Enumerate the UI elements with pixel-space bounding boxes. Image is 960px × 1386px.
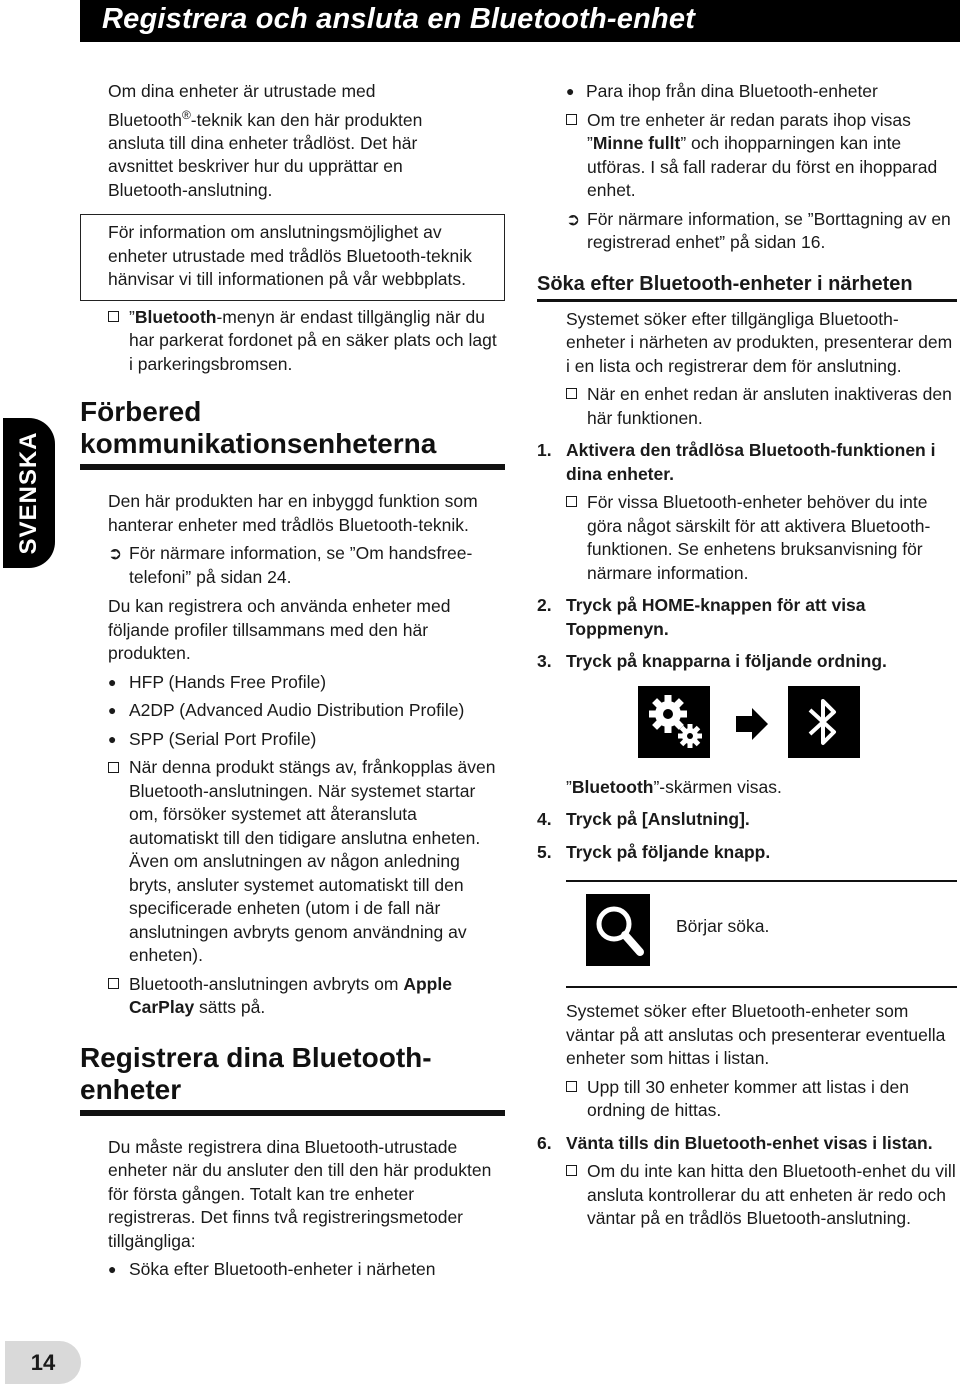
left-column <box>80 80 505 1282</box>
r-paragraph-2: Systemet söker efter Bluetooth-enheter som väntar på att anslutas och presenterar eventuella enheter som hittas i listan. <box>566 1001 946 1068</box>
r-note-1-a: Om tre enheter är redan parats ihop visas ” <box>587 109 911 153</box>
r-bullet-text: Para ihop från dina Bluetooth-enheter <box>586 81 878 101</box>
s1-note-2-bold: Apple CarPlay <box>129 973 452 1018</box>
profile-item <box>80 671 505 695</box>
page-number-tab <box>5 1341 81 1384</box>
profile-label: HFP (Hands Free Profile) <box>129 671 327 692</box>
step-4-text: Tryck på [Anslutning]. <box>566 809 750 829</box>
intro-line-1: Om dina enheter är utrustade med <box>108 81 376 101</box>
s1-reference-text: För närmare information, se ”Om handsfree-telefoni” på sidan 24. <box>129 543 473 587</box>
settings-button[interactable] <box>638 686 710 758</box>
checkbox-icon <box>108 973 119 997</box>
arrow-icon <box>734 706 770 747</box>
search-button-table <box>566 880 957 988</box>
step-2-text: Tryck på HOME-knappen för att visa Toppmenyn. <box>566 595 866 639</box>
r-note-2 <box>537 383 957 430</box>
step-1-text: Aktivera den trådlösa Bluetooth-funktionen i dina enheter. <box>566 440 936 484</box>
info-box-text: För information om anslutningsmöjlighet av enheter utrustade med trådlös Bluetooth-teknik hänvisar vi till informationen på vår webbplats. <box>108 222 472 290</box>
checkbox-icon <box>108 306 119 330</box>
note-bt-prefix: ” <box>129 306 135 327</box>
step-number: 4. <box>537 809 552 829</box>
checkbox-icon <box>566 1160 577 1184</box>
profile-label: A2DP (Advanced Audio Distribution Profile) <box>129 700 465 721</box>
language-label: SVENSKA <box>15 431 42 555</box>
step-6 <box>537 1132 957 1156</box>
intro-line-2-rest: -teknik kan den här produkten <box>190 109 423 130</box>
checkbox-icon <box>566 109 577 133</box>
bullet-icon: ● <box>108 1261 117 1278</box>
screen-shown-text <box>537 776 957 800</box>
registered-mark: ® <box>181 107 191 122</box>
step-number: 2. <box>537 595 552 615</box>
step-number: 5. <box>537 841 552 862</box>
step-3 <box>537 650 957 674</box>
screen-rest: ”-skärmen visas. <box>653 776 782 797</box>
step-4 <box>537 808 957 832</box>
bluetooth-button[interactable] <box>788 686 860 758</box>
subheading-search-nearby: Söka efter Bluetooth-enheter i närheten <box>537 271 957 302</box>
s1-note-1-text: När denna produkt stängs av, frånkopplas även Bluetooth-anslutningen. När systemet startar om, försöker systemet att återansluta automatiskt till den tidigare anslutna enheten. Även om anslutningen av någon anledning bryts, ansluter systemet automatiskt till den specificerade enheten (utom i de fall när anslutningen avbryts genom användning av enheten). <box>129 757 496 966</box>
bullet-icon: ● <box>108 730 117 747</box>
note-bt-text: -menyn är endast tillgänglig när du har parkerat fordonet på en säker plats och lagt i parkeringsbromsen. <box>129 306 497 374</box>
s2-paragraph: Du måste registrera dina Bluetooth-utrustade enheter när du ansluter den till den här produkten för första gången. Totalt kan tre enheter registreras. Det finns två registreringsmetoder tillgängliga: <box>108 1136 492 1251</box>
language-tab <box>3 418 55 568</box>
checkbox-icon <box>566 491 577 515</box>
intro-line-3: ansluta till dina enheter trådlöst. Det här <box>108 132 418 153</box>
s1-note-2 <box>80 973 505 1020</box>
quote-open: ” <box>566 776 572 797</box>
r-note-1-b: ” och ihopparningen kan inte utföras. I så fall raderar du först en ihopparad enhet. <box>587 133 938 200</box>
bullet-icon: ● <box>108 702 117 719</box>
page-number: 14 <box>30 1350 56 1375</box>
r-reference-1 <box>537 208 957 255</box>
step-6-text: Vänta tills din Bluetooth-enhet visas i listan. <box>566 1132 933 1153</box>
arrow-right-icon: ➲ <box>108 544 123 564</box>
search-button[interactable] <box>586 894 650 966</box>
bullet-icon: ● <box>566 83 575 99</box>
step-number: 6. <box>537 1132 552 1153</box>
r-note-3-text: Upp till 30 enheter kommer att listas i den ordning de hittas. <box>587 1076 909 1120</box>
r-paragraph-1: Systemet söker efter tillgängliga Bluetooth-enheter i närheten av produkten, presenterar dem i en lista och registrerar dem för anslutning. <box>566 308 953 376</box>
profile-label: SPP (Serial Port Profile) <box>129 728 317 749</box>
s1-note-1 <box>80 756 505 968</box>
note-bluetooth-menu <box>80 306 505 377</box>
section-heading-register: Registrera dina Bluetooth-enheter <box>80 1042 505 1116</box>
step-3-text: Tryck på knapparna i följande ordning. <box>566 651 887 671</box>
r-note-2-text: När en enhet redan är ansluten inaktiveras den här funktionen. <box>587 384 952 428</box>
button-sequence <box>638 686 957 762</box>
search-icon <box>586 894 650 966</box>
note-bt-bold: Bluetooth <box>134 306 217 327</box>
s2-bullet <box>80 1258 505 1282</box>
r-note-1-bold: Minne fullt <box>592 133 681 153</box>
search-caption: Börjar söka. <box>676 916 770 936</box>
r-bullet <box>537 80 957 104</box>
intro-paragraph <box>80 80 505 202</box>
info-box <box>80 214 505 301</box>
r-reference-1-text: För närmare information, se ”Borttagning av en registrerad enhet” på sidan 16. <box>587 208 951 252</box>
checkbox-icon <box>108 756 119 780</box>
bluetooth-icon <box>788 686 860 758</box>
step-6-note-text: Om du inte kan hitta den Bluetooth-enhet du vill ansluta kontrollerar du att enheten är redo och väntar på en trådlös Bluetooth-anslutning. <box>587 1161 956 1228</box>
checkbox-icon <box>566 1076 577 1100</box>
arrow-right-icon: ➲ <box>566 209 581 229</box>
s1-note-2-text-a: Bluetooth-anslutningen avbryts om <box>129 973 404 994</box>
page-title: Registrera och ansluta en Bluetooth-enhet <box>102 3 696 35</box>
profile-item <box>80 728 505 752</box>
s2-bullet-text: Söka efter Bluetooth-enheter i närheten <box>129 1259 436 1280</box>
gear-icon <box>638 686 710 758</box>
step-6-note <box>537 1160 957 1231</box>
intro-line-4: avsnittet beskriver hur du upprättar en <box>108 156 403 177</box>
intro-line-5: Bluetooth-anslutning. <box>108 179 273 200</box>
s1-paragraph-2: Du kan registrera och använda enheter med följande profiler tillsammans med den här produkten. <box>108 596 451 664</box>
step-5 <box>537 841 957 865</box>
intro-bluetooth: Bluetooth <box>108 109 182 130</box>
step-number: 1. <box>537 440 552 460</box>
r-note-1 <box>537 109 957 203</box>
step-1-note <box>537 491 957 585</box>
step-number: 3. <box>537 651 552 671</box>
profile-item <box>80 699 505 723</box>
s1-note-2-text-b: sätts på. <box>194 997 266 1018</box>
r-note-3 <box>537 1076 957 1123</box>
s1-paragraph-1: Den här produkten har en inbyggd funktion som hanterar enheter med trådlös Bluetooth-teknik. <box>108 491 478 535</box>
step-5-text: Tryck på följande knapp. <box>566 841 771 862</box>
intro-line-2 <box>108 104 505 132</box>
step-2 <box>537 594 957 641</box>
step-1-note-text: För vissa Bluetooth-enheter behöver du inte göra något särskilt för att aktivera Bluetooth-funktionen. Se enhetens bruksanvisning för närmare information. <box>587 492 931 583</box>
s1-reference <box>80 542 505 589</box>
section-heading-prepare: Förbered kommunikationsenheterna <box>80 396 505 470</box>
bullet-icon: ● <box>108 673 117 690</box>
step-1 <box>537 439 957 486</box>
screen-bold: Bluetooth <box>571 776 654 797</box>
checkbox-icon <box>566 383 577 407</box>
right-column <box>537 80 957 1231</box>
header-bar <box>80 0 960 42</box>
